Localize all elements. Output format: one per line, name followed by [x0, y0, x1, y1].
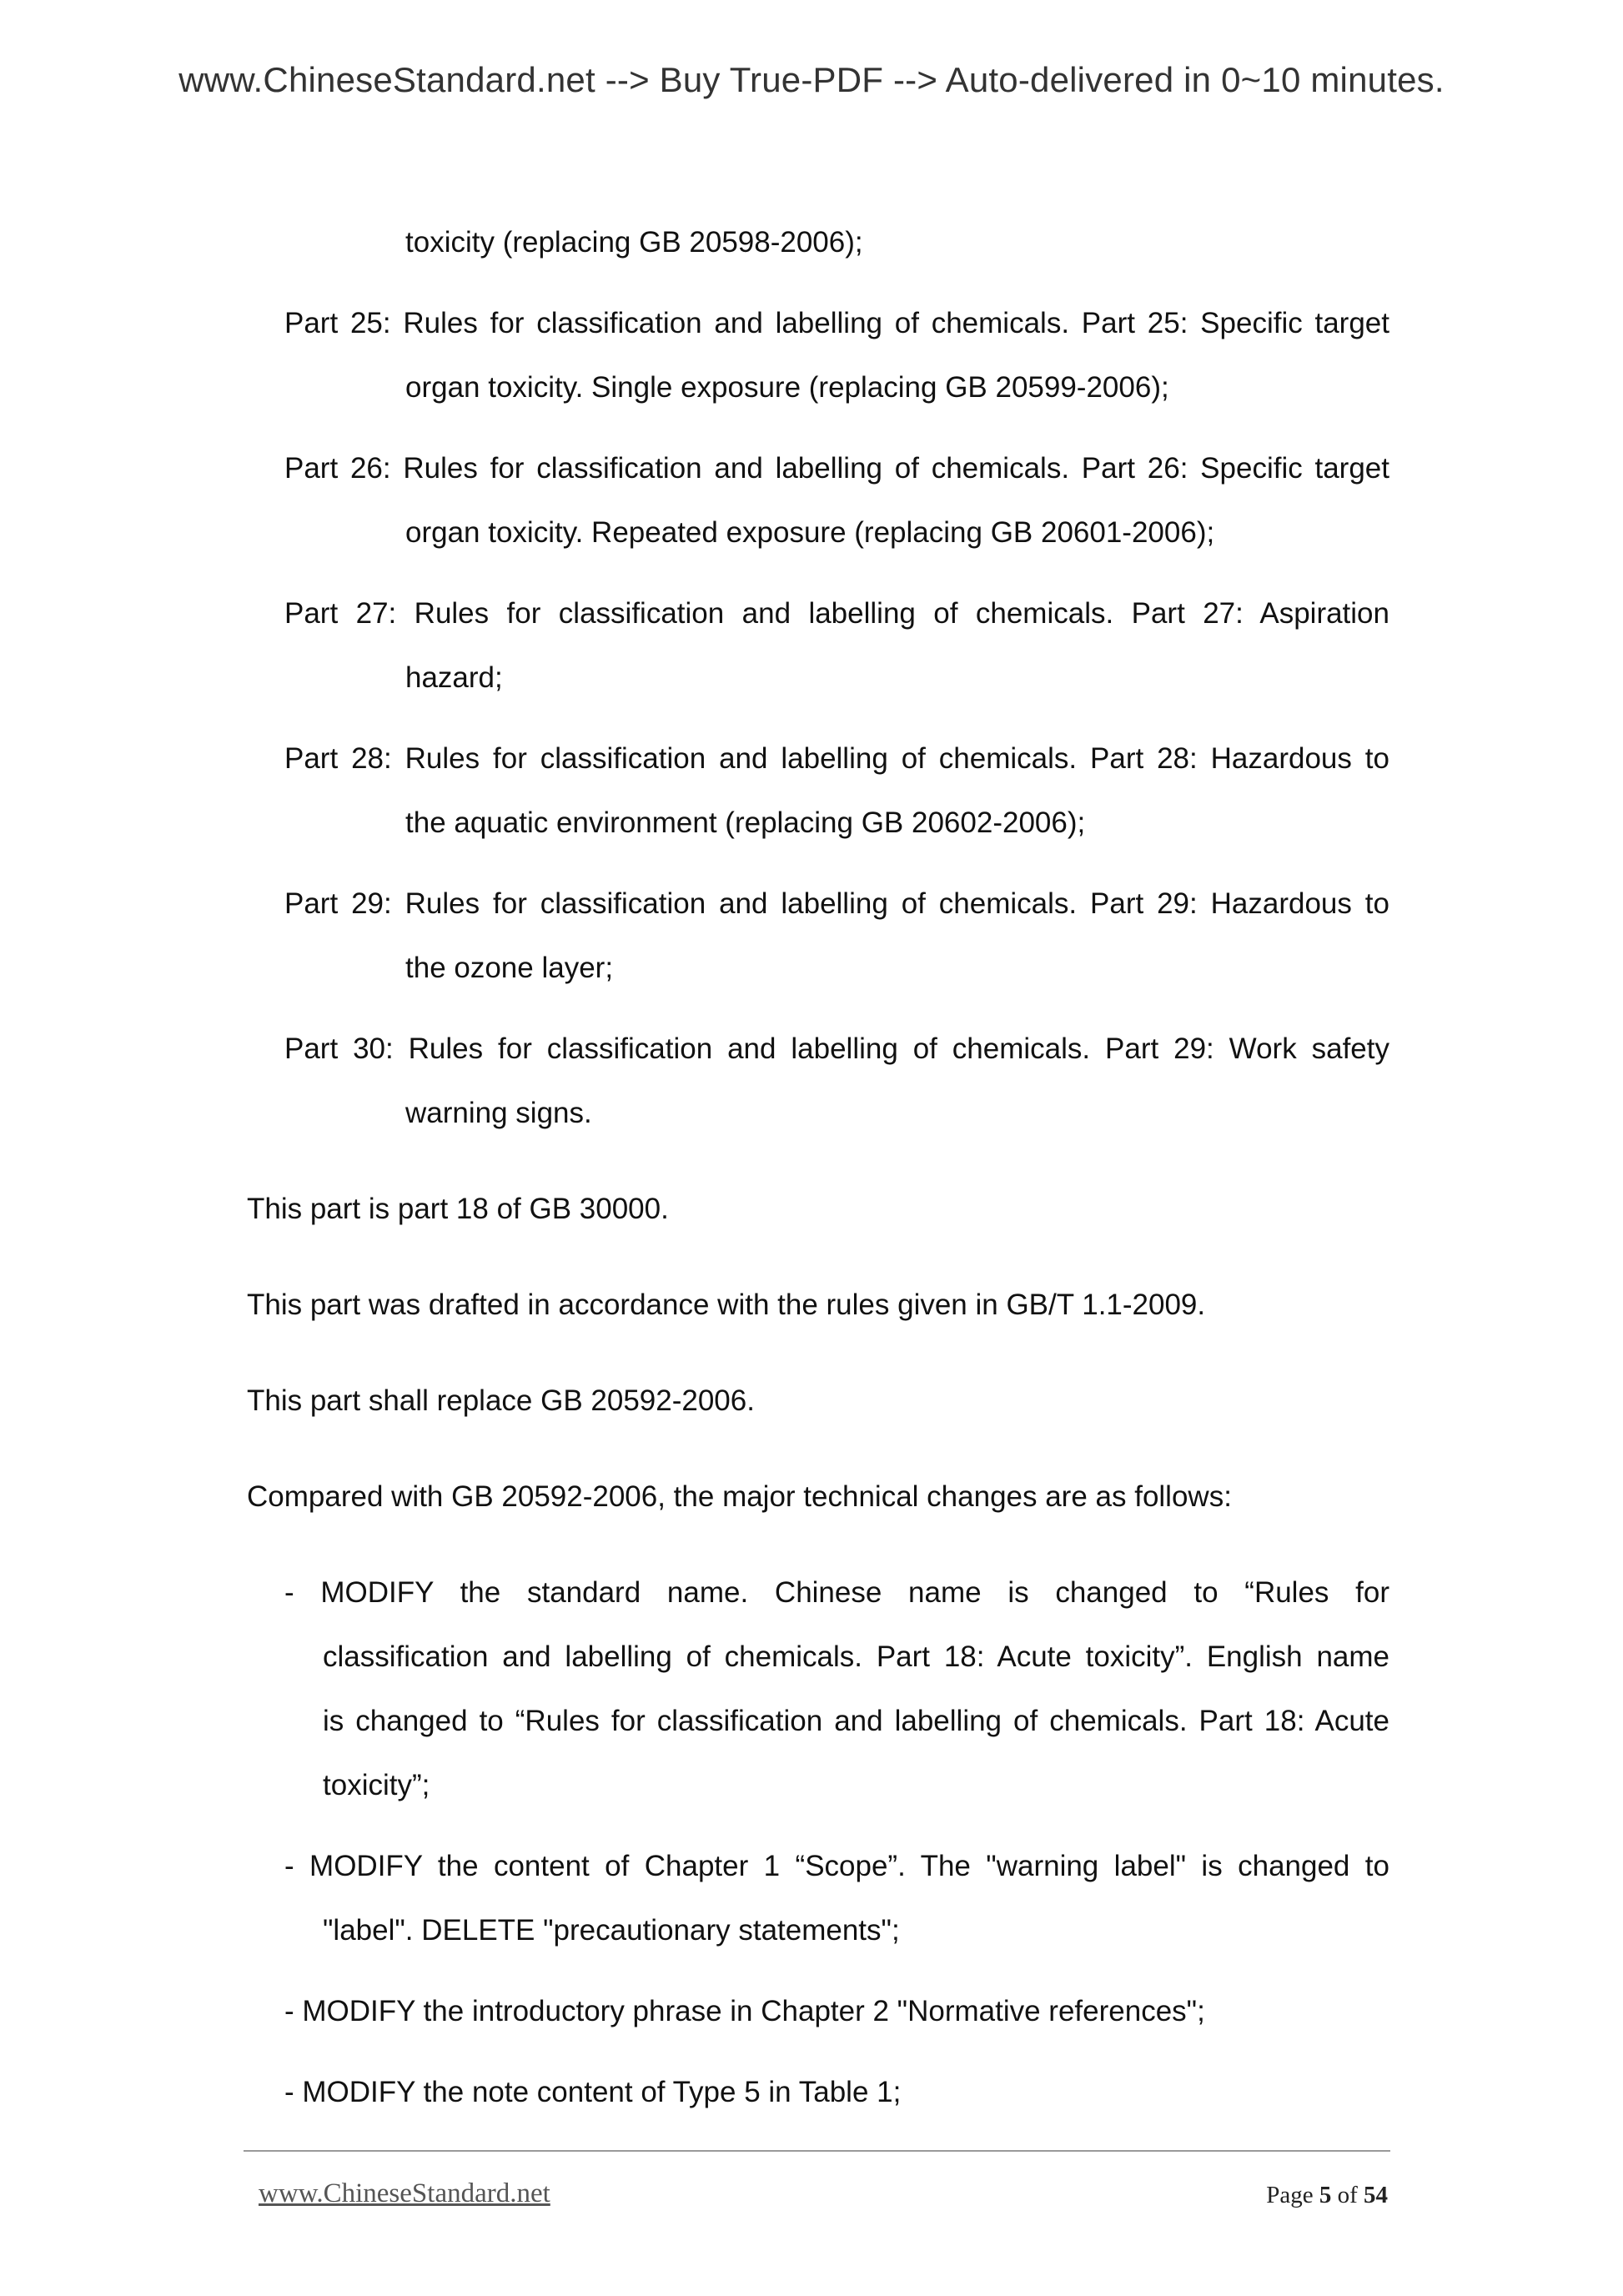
change-line: - MODIFY the content of Chapter 1 “Scope”. The "warning label" is changed to — [284, 1850, 1389, 1882]
document-body — [247, 210, 1389, 2141]
part-line-cont: the ozone layer; — [405, 952, 614, 984]
part-item-30 — [284, 1017, 1389, 1145]
change-line: toxicity”; — [323, 1769, 430, 1801]
continuation-line: toxicity (replacing GB 20598-2006); — [405, 226, 863, 259]
page-number — [1266, 2182, 1388, 2209]
part-line: Part 27: Rules for classification and labelling of chemicals. Part 27: Aspiration — [284, 597, 1389, 630]
footer-divider — [244, 2150, 1390, 2152]
part-item-26 — [284, 436, 1389, 565]
part-item-27 — [284, 581, 1389, 710]
paragraph: Compared with GB 20592-2006, the major technical changes are as follows: — [247, 1480, 1232, 1513]
page-current: 5 — [1319, 2182, 1332, 2208]
part-line-cont: organ toxicity. Single exposure (replacing GB 20599-2006); — [405, 371, 1169, 404]
part-item-29 — [284, 872, 1389, 1000]
part-line: Part 28: Rules for classification and labelling of chemicals. Part 28: Hazardous to — [284, 742, 1389, 775]
change-item-scope — [284, 1834, 1389, 1962]
page-of: of — [1337, 2182, 1358, 2208]
part-line: Part 25: Rules for classification and labelling of chemicals. Part 25: Specific target — [284, 307, 1389, 339]
change-item-references — [284, 1979, 1389, 2043]
paragraph: This part shall replace GB 20592-2006. — [247, 1384, 755, 1417]
change-item-name — [284, 1560, 1389, 1817]
part-line-cont: the aquatic environment (replacing GB 20602-2006); — [405, 806, 1086, 839]
part-line: Part 26: Rules for classification and labelling of chemicals. Part 26: Specific target — [284, 452, 1389, 485]
part-line-cont: warning signs. — [405, 1097, 592, 1129]
top-banner: www.ChineseStandard.net --> Buy True-PDF --> Auto-delivered in 0~10 minutes. — [178, 60, 1445, 99]
change-item-table — [284, 2060, 1389, 2124]
change-line: - MODIFY the standard name. Chinese name is changed to “Rules for — [284, 1576, 1389, 1609]
part-item-25 — [284, 291, 1389, 420]
change-line: classification and labelling of chemicals. Part 18: Acute toxicity”. English name — [323, 1640, 1389, 1673]
change-line: - MODIFY the note content of Type 5 in Table 1; — [284, 2076, 902, 2108]
part-line-cont: hazard; — [405, 661, 503, 694]
paragraph: This part is part 18 of GB 30000. — [247, 1193, 669, 1225]
page-total: 54 — [1364, 2182, 1388, 2208]
page-prefix: Page — [1266, 2182, 1314, 2208]
paragraph: This part was drafted in accordance with the rules given in GB/T 1.1-2009. — [247, 1289, 1206, 1321]
part-item-28 — [284, 726, 1389, 855]
footer-site-link[interactable]: www.ChineseStandard.net — [259, 2178, 550, 2208]
part-line: Part 29: Rules for classification and labelling of chemicals. Part 29: Hazardous to — [284, 887, 1389, 920]
part-line-cont: organ toxicity. Repeated exposure (replacing GB 20601-2006); — [405, 516, 1215, 549]
part-line: Part 30: Rules for classification and labelling of chemicals. Part 29: Work safety — [284, 1032, 1389, 1065]
change-line: - MODIFY the introductory phrase in Chapter 2 "Normative references"; — [284, 1995, 1205, 2027]
change-line: is changed to “Rules for classification and labelling of chemicals. Part 18: Acute — [323, 1705, 1389, 1737]
change-line: "label". DELETE "precautionary statements"; — [323, 1914, 900, 1947]
